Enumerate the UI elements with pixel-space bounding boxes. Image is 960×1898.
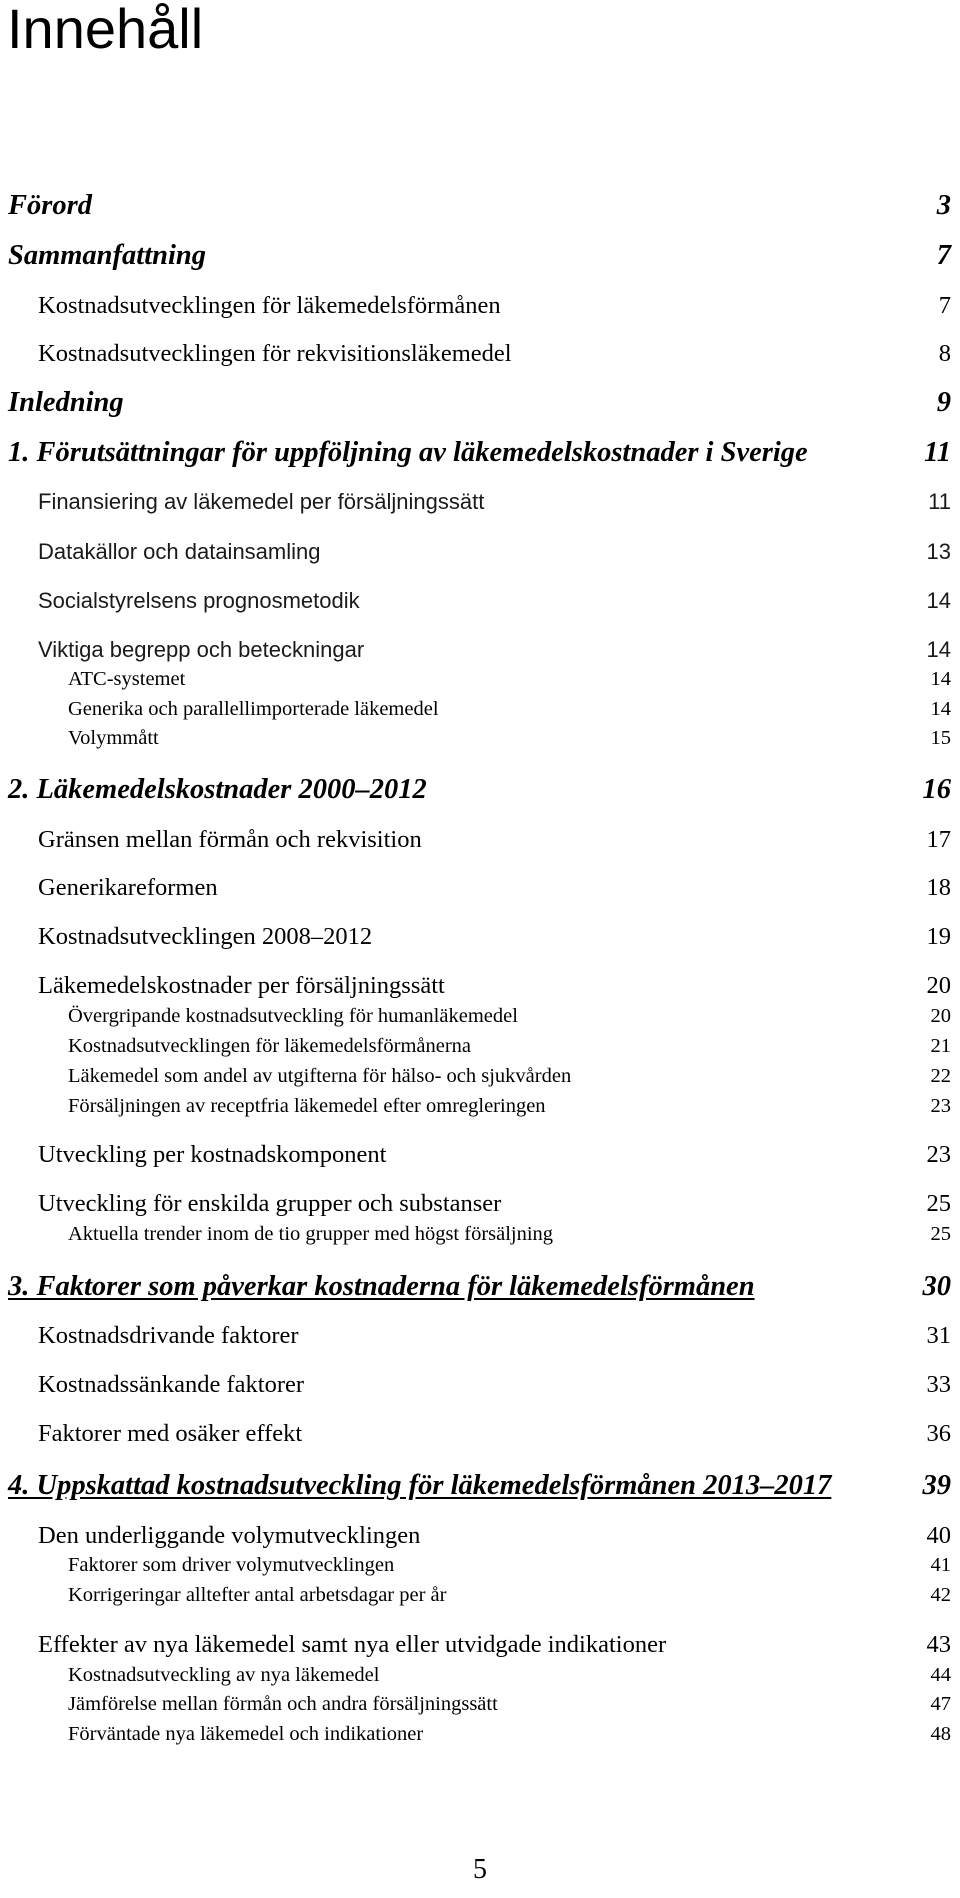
toc-entry-page: 16 [922,774,951,805]
toc-entry[interactable] [0,1417,960,1451]
toc-entry-title: Volymmått [68,726,159,749]
toc-entry[interactable] [0,1138,960,1172]
page-title: Innehåll [7,0,204,60]
toc-entry-title: Viktiga begrepp och beteckningar [38,637,365,662]
toc-entry-page: 19 [926,923,951,950]
toc-entry-page: 23 [930,1094,951,1117]
toc-entry-page: 23 [926,1141,951,1168]
toc-entry[interactable] [0,239,960,273]
toc-entry-page: 13 [926,539,951,564]
toc-entry-title: Korrigeringar alltefter antal arbetsdagar per år [68,1583,447,1606]
toc-entry-page: 20 [926,972,951,999]
page-number: 5 [473,1854,487,1885]
toc-entry[interactable] [0,1519,960,1553]
toc-entry-title: Generikareformen [38,874,218,901]
toc-entry-title: Gränsen mellan förmån och rekvisition [38,826,422,853]
toc-entry-title: Kostnadssänkande faktorer [38,1371,305,1398]
toc-entry-title: Utveckling per kostnadskomponent [38,1141,387,1168]
toc-entry[interactable] [0,665,960,693]
toc-entry-title: Kostnadsutvecklingen för rekvisitionsläkemedel [38,340,512,367]
toc-entry[interactable] [0,1551,960,1579]
toc-entry[interactable] [0,1220,960,1248]
toc-entry-page: 17 [926,826,951,853]
toc-entry-title: Kostnadsutvecklingen för läkemedelsförmånen [38,292,501,319]
toc-entry-page: 25 [930,1222,951,1245]
toc-entry[interactable] [0,485,960,519]
toc-entry-page: 15 [930,726,951,749]
toc-entry[interactable] [0,337,960,371]
toc-entry[interactable] [0,1661,960,1689]
toc-entry-page: 40 [926,1522,951,1549]
toc-entry[interactable] [0,724,960,752]
toc-entry-title: Förväntade nya läkemedel och indikationer [68,1722,424,1745]
toc-entry-title: Inledning [8,387,124,418]
toc-entry-title: Kostnadsutvecklingen 2008–2012 [38,923,373,950]
toc-entry-title: Övergripande kostnadsutveckling för humanläkemedel [68,1004,518,1027]
toc-entry-page: 43 [926,1631,951,1658]
toc-entry-title: 1. Förutsättningar för uppföljning av läkemedelskostnader i Sverige [8,437,808,468]
toc-entry-page: 42 [930,1583,951,1606]
toc-entry[interactable] [0,1368,960,1402]
toc-entry[interactable] [0,1270,960,1304]
toc-entry-title: Försäljningen av receptfria läkemedel efter omregleringen [68,1094,546,1117]
toc-entry-page: 48 [930,1722,951,1745]
toc-entry-title: Kostnadsutvecklingen för läkemedelsförmånerna [68,1034,472,1057]
toc-entry-title: Sammanfattning [8,240,206,271]
toc-entry[interactable] [0,823,960,857]
toc-entry-title: Finansiering av läkemedel per försäljningssätt [38,489,485,514]
toc-entry-page: 9 [936,387,951,418]
toc-entry-title: Generika och parallellimporterade läkemedel [68,697,439,720]
toc-entry-page: 22 [930,1064,951,1087]
toc-entry-title: ATC-systemet [68,667,186,690]
toc-entry[interactable] [0,633,960,667]
toc-entry-page: 36 [926,1420,951,1447]
toc-entry-title: Utveckling för enskilda grupper och substanser [38,1190,502,1217]
toc-entry-page: 11 [928,489,951,514]
toc-entry-page: 11 [924,437,951,468]
toc-entry[interactable] [0,1187,960,1221]
toc-entry-page: 14 [930,667,951,690]
toc-entry-title: Kostnadsutveckling av nya läkemedel [68,1663,380,1686]
toc-entry-page: 3 [936,190,951,221]
toc-entry[interactable] [0,1319,960,1353]
toc-entry[interactable] [0,584,960,618]
toc-entry-page: 47 [930,1692,951,1715]
toc-entry-page: 14 [926,588,951,613]
toc-entry-page: 39 [922,1470,951,1501]
toc-entry-page: 44 [930,1663,951,1686]
toc-entry-title: Faktorer med osäker effekt [38,1420,303,1447]
toc-entry-page: 14 [930,697,951,720]
toc-entry-title: Förord [8,190,92,221]
toc-entry-page: 7 [936,240,951,271]
toc-entry-page: 14 [926,637,951,662]
toc-entry[interactable] [0,289,960,323]
toc-entry[interactable] [0,1032,960,1060]
toc-entry[interactable] [0,969,960,1003]
toc-entry-title: 3. Faktorer som påverkar kostnaderna för läkemedelsförmånen [8,1271,755,1302]
toc-entry-title: Socialstyrelsens prognosmetodik [38,588,360,613]
toc-entry[interactable] [0,920,960,954]
toc-entry-page: 20 [930,1004,951,1027]
toc-entry-page: 30 [922,1271,951,1302]
toc-entry[interactable] [0,1690,960,1718]
toc-entry-page: 41 [930,1553,951,1576]
toc-entry-title: Jämförelse mellan förmån och andra försäljningssätt [68,1692,498,1715]
toc-entry[interactable] [0,436,960,470]
toc-entry-page: 8 [938,340,951,367]
toc-entry[interactable] [0,189,960,223]
toc-entry-title: 4. Uppskattad kostnadsutveckling för läkemedelsförmånen 2013–2017 [8,1470,832,1501]
toc-entry-title: Effekter av nya läkemedel samt nya eller utvidgade indikationer [38,1631,667,1658]
toc-entry-page: 31 [926,1322,951,1349]
toc-entry[interactable] [0,535,960,569]
toc-entry[interactable] [0,1062,960,1090]
toc-entry[interactable] [0,1469,960,1503]
toc-entry-title: 2. Läkemedelskostnader 2000–2012 [8,774,427,805]
toc-entry-title: Faktorer som driver volymutvecklingen [68,1553,395,1576]
toc-entry[interactable] [0,1628,960,1662]
toc-entry[interactable] [0,695,960,723]
toc-entry[interactable] [0,1581,960,1609]
toc-entry-page: 21 [930,1034,951,1057]
toc-entry[interactable] [0,1720,960,1748]
toc-entry[interactable] [0,386,960,420]
toc-entry-title: Kostnadsdrivande faktorer [38,1322,299,1349]
toc-entry-page: 33 [926,1371,951,1398]
toc-entry-page: 18 [926,874,951,901]
toc-entry-title: Aktuella trender inom de tio grupper med högst försäljning [68,1222,554,1245]
toc-entry-title: Datakällor och datainsamling [38,539,321,564]
toc-entry-title: Läkemedel som andel av utgifterna för hälso- och sjukvården [68,1064,572,1087]
toc-entry[interactable] [0,1092,960,1120]
toc-entry[interactable] [0,1002,960,1030]
toc-entry-page: 7 [938,292,951,319]
toc-entry-page: 25 [926,1190,951,1217]
toc-entry-title: Den underliggande volymutvecklingen [38,1522,421,1549]
toc-entry-title: Läkemedelskostnader per försäljningssätt [38,972,445,999]
toc-entry[interactable] [0,871,960,905]
toc-entry[interactable] [0,773,960,807]
